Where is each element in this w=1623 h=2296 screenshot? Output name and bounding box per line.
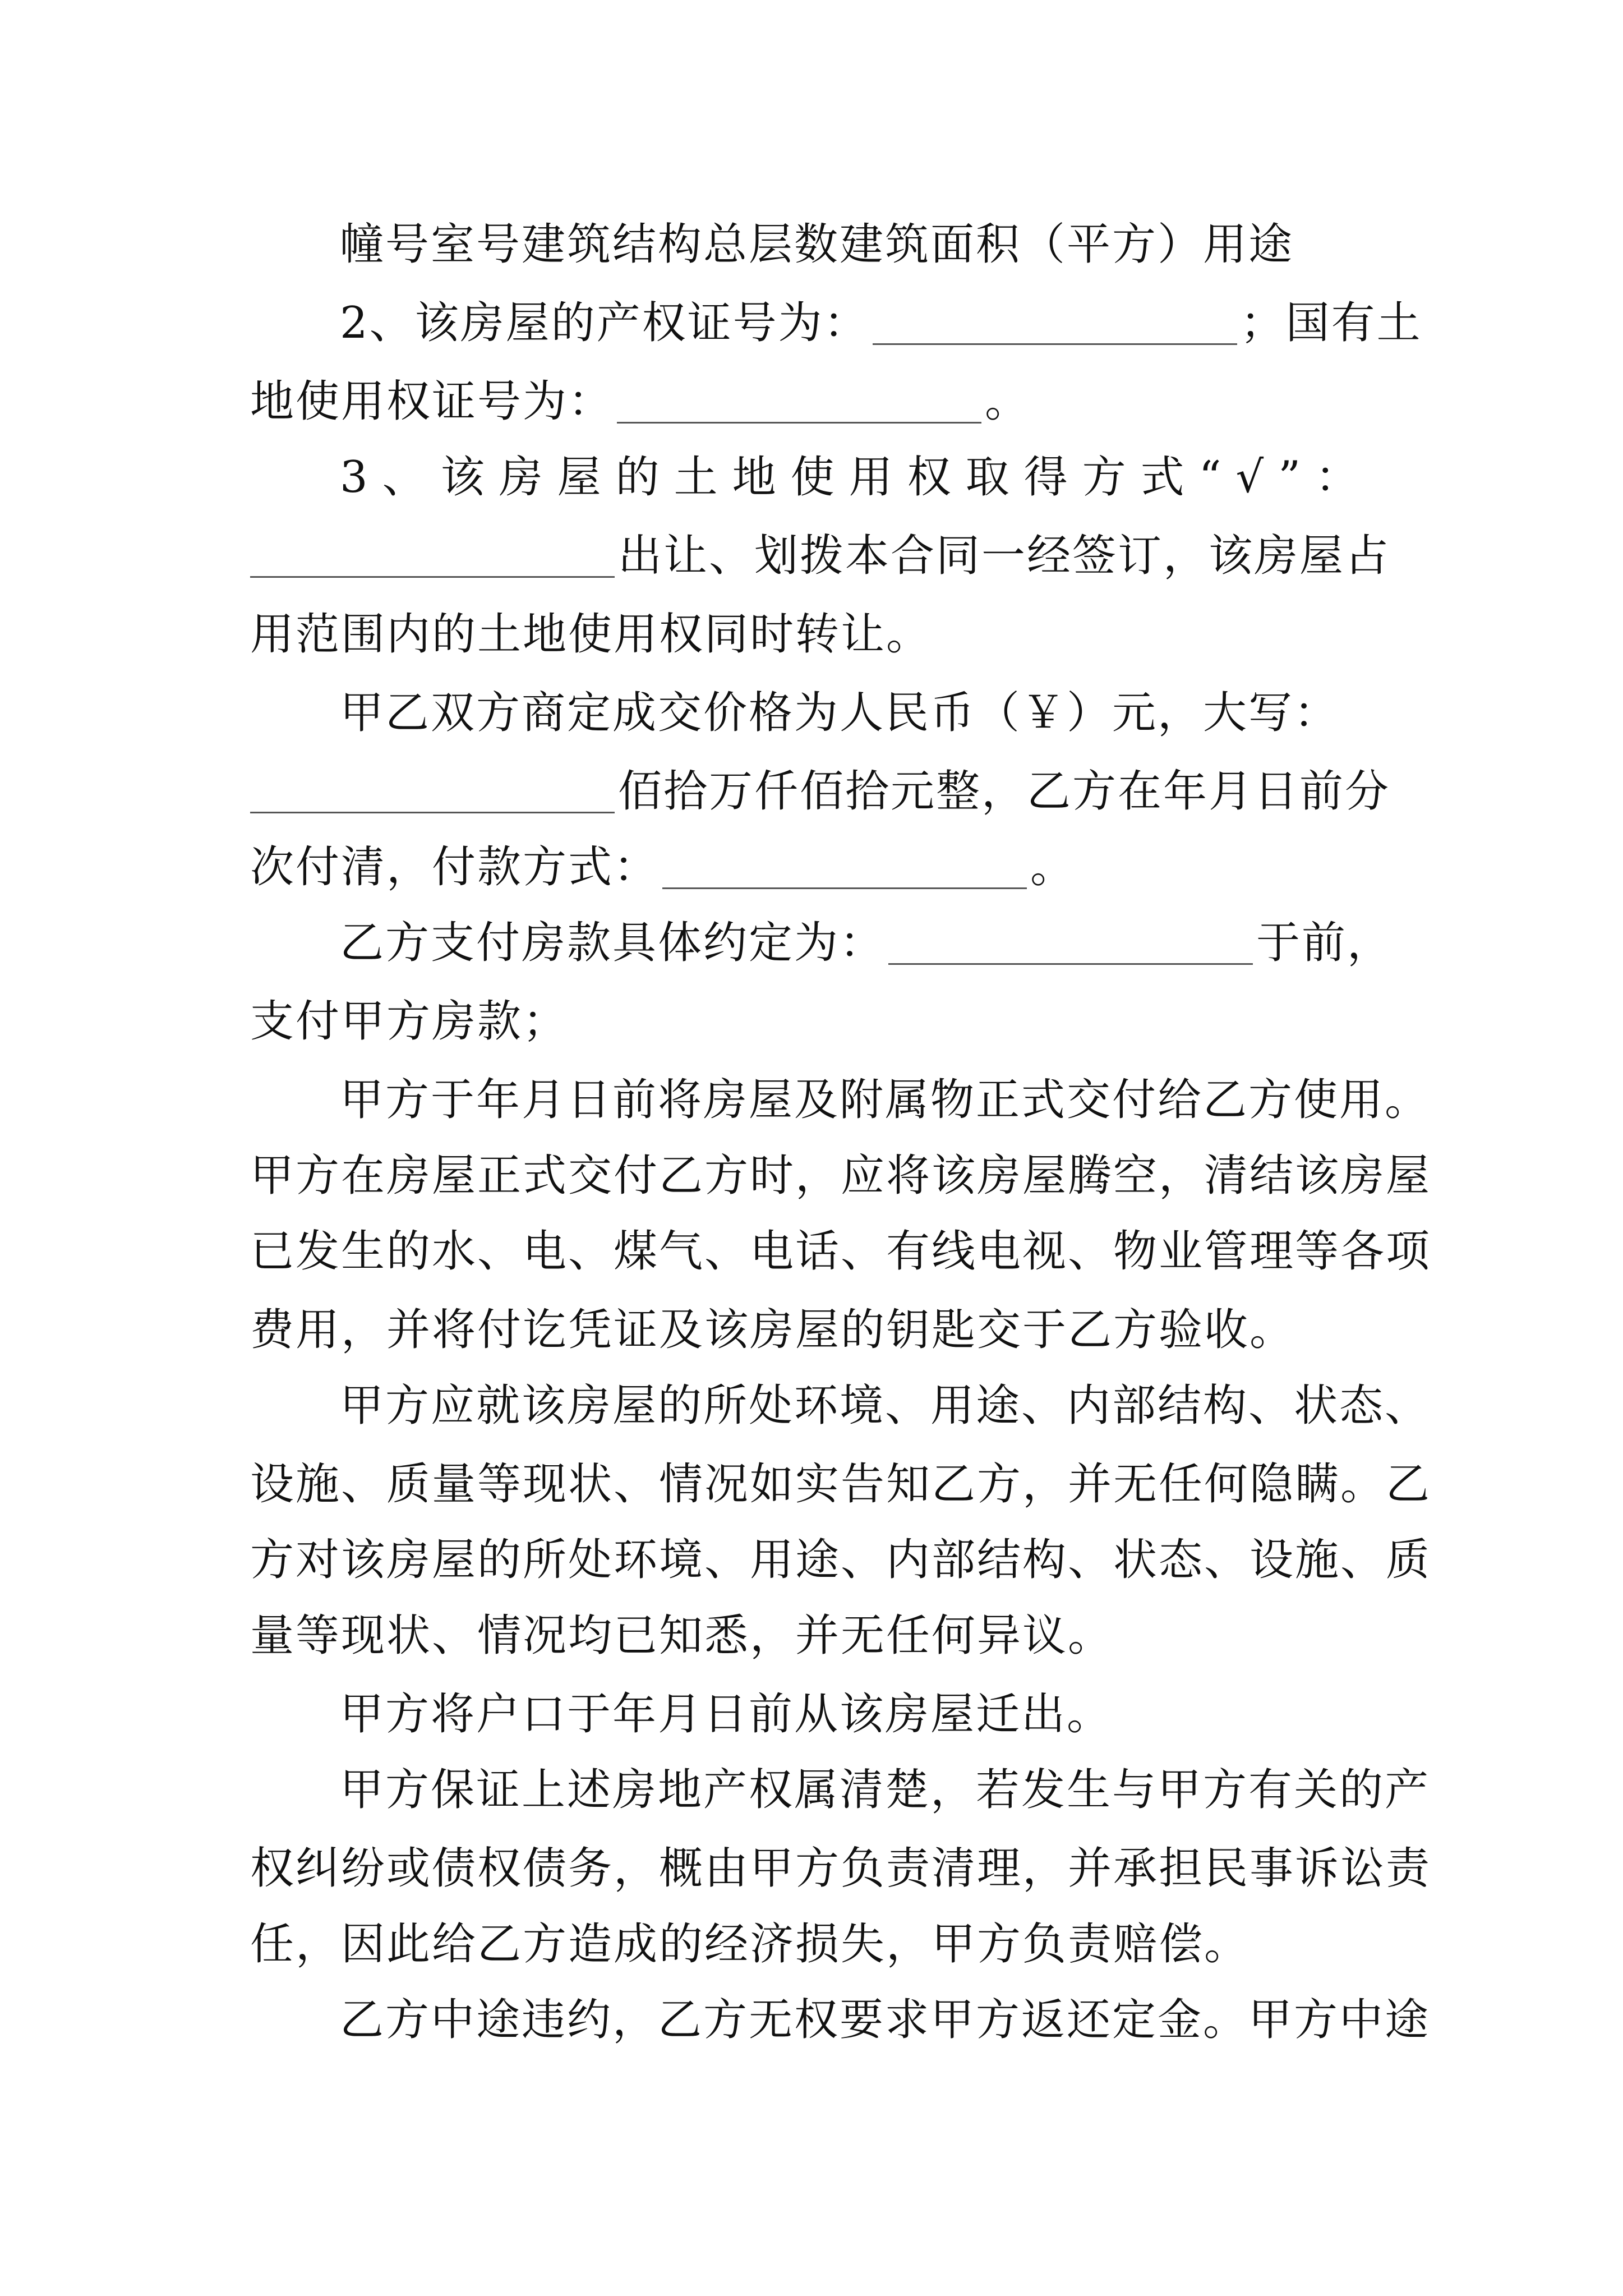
period: 。 [985, 376, 1031, 427]
disclosure-line-3: 方对该房屋的所处环境、用途、内部结构、状态、设施、质 [250, 1535, 1432, 1585]
household-line: 甲方将户口于年月日前从该房屋迁出。 [340, 1689, 1113, 1740]
property-cert-blank[interactable] [873, 304, 1237, 345]
title-guarantee-line-3: 任，因此给乙方造成的经济损失，甲方负责赔偿。 [250, 1919, 1250, 1970]
payment-terms-blank[interactable] [888, 924, 1253, 965]
payment-method-blank[interactable] [662, 848, 1027, 889]
handover-line-2: 甲方在房屋正式交付乙方时，应将该房屋腾空，清结该房屋 [250, 1151, 1432, 1201]
payment-terms-suffix: 于前， [1256, 918, 1393, 968]
handover-line-4: 费用，并将付讫凭证及该房屋的钥匙交于乙方验收。 [250, 1305, 1295, 1355]
land-cert-blank[interactable] [617, 383, 981, 424]
handover-line: 甲方于年月日前将房屋及附属物正式交付给乙方使用。 [340, 1075, 1431, 1125]
price-words-blank[interactable] [250, 772, 615, 813]
transfer-text: 出让、划拨本合同一经签订，该房屋占 [618, 531, 1391, 581]
disclosure-line-4: 量等现状、情况均已知悉，并无任何异议。 [250, 1611, 1114, 1661]
payment-method-line [250, 842, 1389, 892]
period: 。 [1030, 842, 1076, 892]
title-guarantee-line: 甲方保证上述房地产权属清楚，若发生与甲方有关的产 [340, 1765, 1431, 1815]
title-guarantee-line-2: 权纠纷或债权债务，概由甲方负责清理，并承担民事诉讼责 [250, 1843, 1432, 1894]
payment-terms-line [340, 918, 1393, 968]
price-line: 甲乙双方商定成交价格为人民币（￥）元，大写： [340, 688, 1340, 738]
price-words-line [250, 766, 1391, 817]
property-cert-line [340, 298, 1422, 348]
transfer-line-2: 用范围内的土地使用权同时转让。 [250, 609, 932, 660]
land-cert-line [250, 376, 1389, 427]
disclosure-line: 甲方应就该房屋的所处环境、用途、内部结构、状态、 [340, 1381, 1431, 1431]
property-cert-label: 2、该房屋的产权证号为： [340, 298, 869, 348]
table-header-line: 幢号室号建筑结构总层数建筑面积（平方）用途 [340, 219, 1294, 270]
handover-line-3: 已发生的水、电、煤气、电话、有线电视、物业管理等各项 [250, 1226, 1432, 1277]
land-cert-intro: ；国有土 [1240, 298, 1422, 348]
disclosure-line-2: 设施、质量等现状、情况如实告知乙方，并无任何隐瞒。乙 [250, 1459, 1432, 1510]
payment-terms-label: 乙方支付房款具体约定为： [340, 918, 886, 968]
acquisition-blank[interactable] [250, 537, 615, 578]
land-cert-label: 地使用权证号为： [250, 376, 614, 427]
price-words-text: 佰拾万仟佰拾元整，乙方在年月日前分 [618, 766, 1391, 817]
payment-method-label: 次付清，付款方式： [250, 842, 660, 892]
payment-terms-line-2: 支付甲方房款； [250, 996, 569, 1047]
transfer-line [250, 531, 1391, 581]
breach-line: 乙方中途违约，乙方无权要求甲方返还定金。甲方中途 [340, 1995, 1431, 2045]
land-acquisition-line: 3、该房屋的土地使用权取得方式“√”： [340, 452, 1374, 503]
